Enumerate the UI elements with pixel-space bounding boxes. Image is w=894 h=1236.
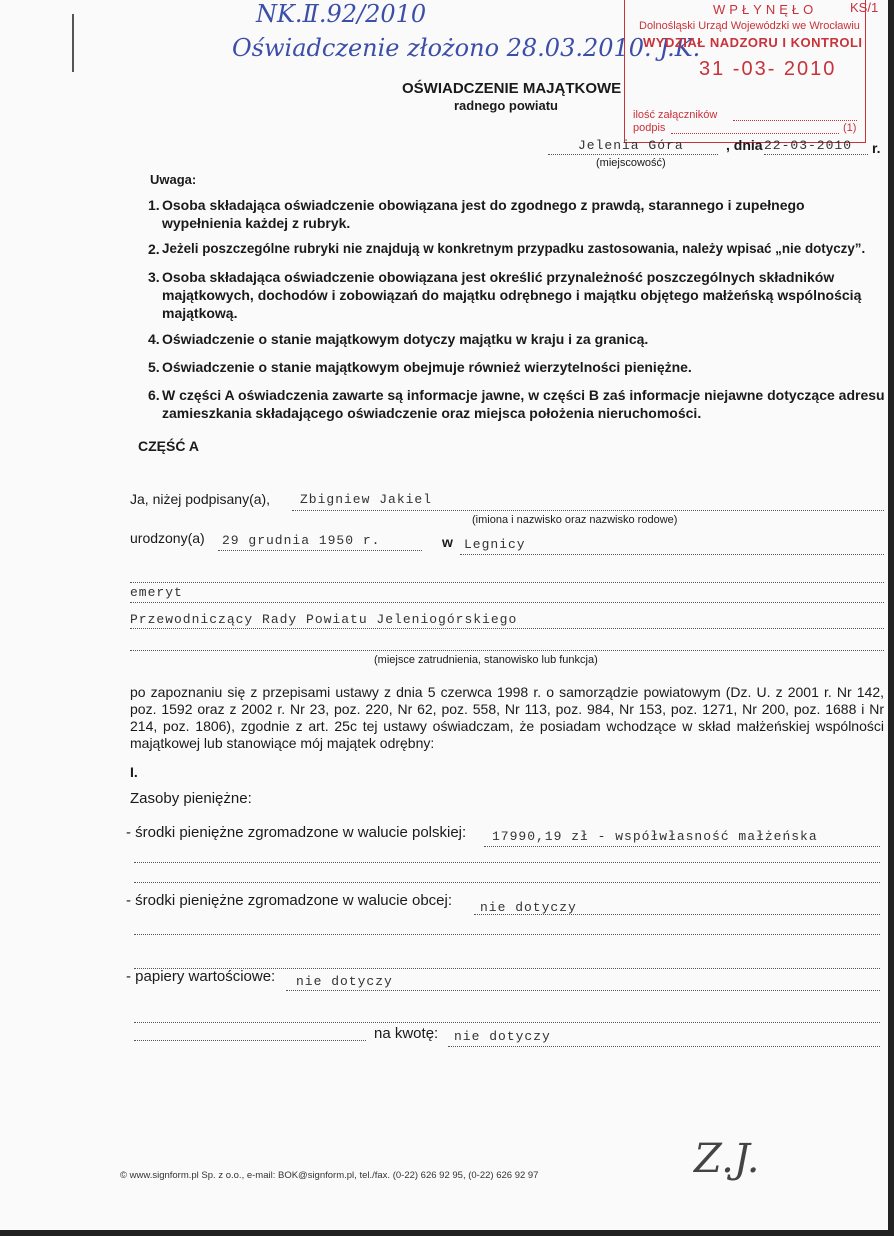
note-item <box>148 268 886 322</box>
stamp-signature-line <box>671 133 839 134</box>
footer-text: © www.signform.pl Sp. z o.o., e-mail: BOK@signform.pl, tel./fax. (0-22) 626 92 95, (0-22) 626 92 97 <box>120 1170 539 1181</box>
date-field <box>764 138 868 155</box>
blank-line <box>134 934 880 935</box>
amount-line <box>448 1046 880 1047</box>
page-subtitle: radnego powiatu <box>454 98 558 113</box>
received-stamp <box>624 0 866 143</box>
notes-title: Uwaga: <box>150 172 197 187</box>
amount-label: na kwotę: <box>374 1025 439 1042</box>
scan-shadow-bottom <box>0 1230 894 1236</box>
blank-line <box>134 862 880 863</box>
note-item <box>148 330 886 350</box>
blank-line <box>130 582 884 583</box>
section-roman: I. <box>130 764 138 780</box>
birth-place-label: w <box>442 534 453 550</box>
born-label: urodzony(a) <box>130 530 205 546</box>
declaration-text: po zapoznaniu się z przepisami ustawy z dnia 5 czerwca 1998 r. o samorządzie powiatowym (Dz. U. z 2001 r. Nr 142, poz. 1592 oraz z 2002 r. Nr 23, poz. 220, Nr 62, poz. 558, Nr 113, poz. 984, Nr 153, poz. 1271, Nr 200, poz. 1688 i Nr 214, poz. 1806), zgodnie z art. 25c tej ustawy oświadczam, że posiadam wchodzące w skład małżeńskiej wspólności majątkowej lub stanowiące mój majątek odrębny: <box>130 684 884 751</box>
note-text: W części A oświadczenia zawarte są informacje jawne, w części B zaś informacje niejawne dotyczące adresu zamieszkania składającego oświadczenie oraz miejsca położenia nieruchomości. <box>162 387 885 421</box>
signed-label: Ja, niżej podpisany(a), <box>130 491 271 507</box>
occupation-line <box>130 602 884 603</box>
handwritten-submitted-note: Oświadczenie złożono 28.03.2010. J.K. <box>232 34 701 62</box>
margin-mark <box>72 14 74 72</box>
handwritten-signature: Z.J. <box>694 1136 760 1182</box>
scan-shadow <box>888 0 894 1236</box>
note-item <box>148 386 886 424</box>
stamp-footnote: (1) <box>843 122 857 134</box>
note-num: 1. <box>148 197 160 213</box>
page-title: OŚWIADCZENIE MAJĄTKOWE <box>402 80 622 97</box>
place-caption: (miejscowość) <box>596 157 666 169</box>
birth-place-line <box>460 554 884 555</box>
note-num: 3. <box>148 269 160 285</box>
stamp-date: 31 -03- 2010 <box>699 58 837 80</box>
dnia-label: , dnia <box>726 137 763 153</box>
place-field <box>548 138 718 155</box>
stamp-top: WPŁYNĘŁO <box>713 2 818 17</box>
note-num: 6. <box>148 387 160 403</box>
name-caption: (imiona i nazwisko oraz nazwisko rodowe) <box>472 514 678 526</box>
note-item <box>148 196 886 232</box>
place-value: Jelenia Góra <box>578 138 684 153</box>
date-value: 22-03-2010 <box>764 138 853 153</box>
birth-place-value: Legnicy <box>464 537 526 552</box>
occupation-value: emeryt <box>130 585 183 600</box>
blank-line <box>134 882 880 883</box>
name-value: Zbigniew Jakiel <box>300 492 433 507</box>
name-line <box>292 510 884 511</box>
year-suffix: r. <box>872 140 881 156</box>
note-num: 5. <box>148 359 160 375</box>
foreign-label: - środki pieniężne zgromadzone w walucie obcej: <box>126 892 453 909</box>
handwritten-ref-number: NK.Ⅱ.92/2010 <box>256 0 427 28</box>
stamp-signature-label: podpis <box>633 122 666 134</box>
blank-line <box>130 650 884 651</box>
note-item <box>148 240 886 260</box>
position-line <box>130 628 884 629</box>
stamp-attachments-line <box>733 120 857 121</box>
birth-date-line <box>218 550 422 551</box>
stamp-corner: KS/1 <box>850 0 879 15</box>
position-value: Przewodniczący Rady Powiatu Jeleniogórskiego <box>130 612 518 627</box>
securities-label: - papiery wartościowe: <box>126 968 276 985</box>
employment-caption: (miejsce zatrudnienia, stanowisko lub funkcja) <box>374 654 598 666</box>
pln-label: - środki pieniężne zgromadzone w walucie polskiej: <box>126 824 467 841</box>
note-num: 4. <box>148 331 160 347</box>
note-text: Osoba składająca oświadczenie obowiązana jest do zgodnego z prawdą, starannego i zupełnego wypełnienia każdej z rubryk. <box>162 197 805 231</box>
stamp-attachments-label: ilość załączników <box>633 109 718 121</box>
note-text: Oświadczenie o stanie majątkowym dotyczy majątku w kraju i za granicą. <box>162 331 649 347</box>
amount-left-line <box>134 1040 366 1041</box>
stamp-office: Dolnośląski Urząd Wojewódzki we Wrocławiu <box>639 20 860 32</box>
section-title: Zasoby pieniężne: <box>130 790 252 807</box>
blank-line <box>134 1022 880 1023</box>
foreign-value: nie dotyczy <box>480 900 577 915</box>
pln-value: 17990,19 zł - współwłasność małżeńska <box>492 829 818 844</box>
securities-line <box>286 990 880 991</box>
amount-value: nie dotyczy <box>454 1029 551 1044</box>
part-a-title: CZĘŚĆ A <box>138 438 199 454</box>
note-text: Jeżeli poszczególne rubryki nie znajdują w konkretnym przypadku zastosowania, należy wpisać „nie dotyczy”. <box>162 241 866 256</box>
securities-value: nie dotyczy <box>296 974 393 989</box>
note-num: 2. <box>148 241 160 257</box>
note-text: Oświadczenie o stanie majątkowym obejmuje również wierzytelności pieniężne. <box>162 359 692 375</box>
stamp-department: WYDZIAŁ NADZORU I KONTROLI <box>643 35 863 50</box>
birth-date-value: 29 grudnia 1950 r. <box>222 533 381 548</box>
note-text: Osoba składająca oświadczenie obowiązana jest określić przynależność poszczególnych składników majątkowych, dochodów i zobowiązań do majątku odrębnego i majątku objętego małżeńską wspólnością majątkową. <box>162 269 862 321</box>
pln-line <box>484 846 880 847</box>
note-item <box>148 358 886 378</box>
